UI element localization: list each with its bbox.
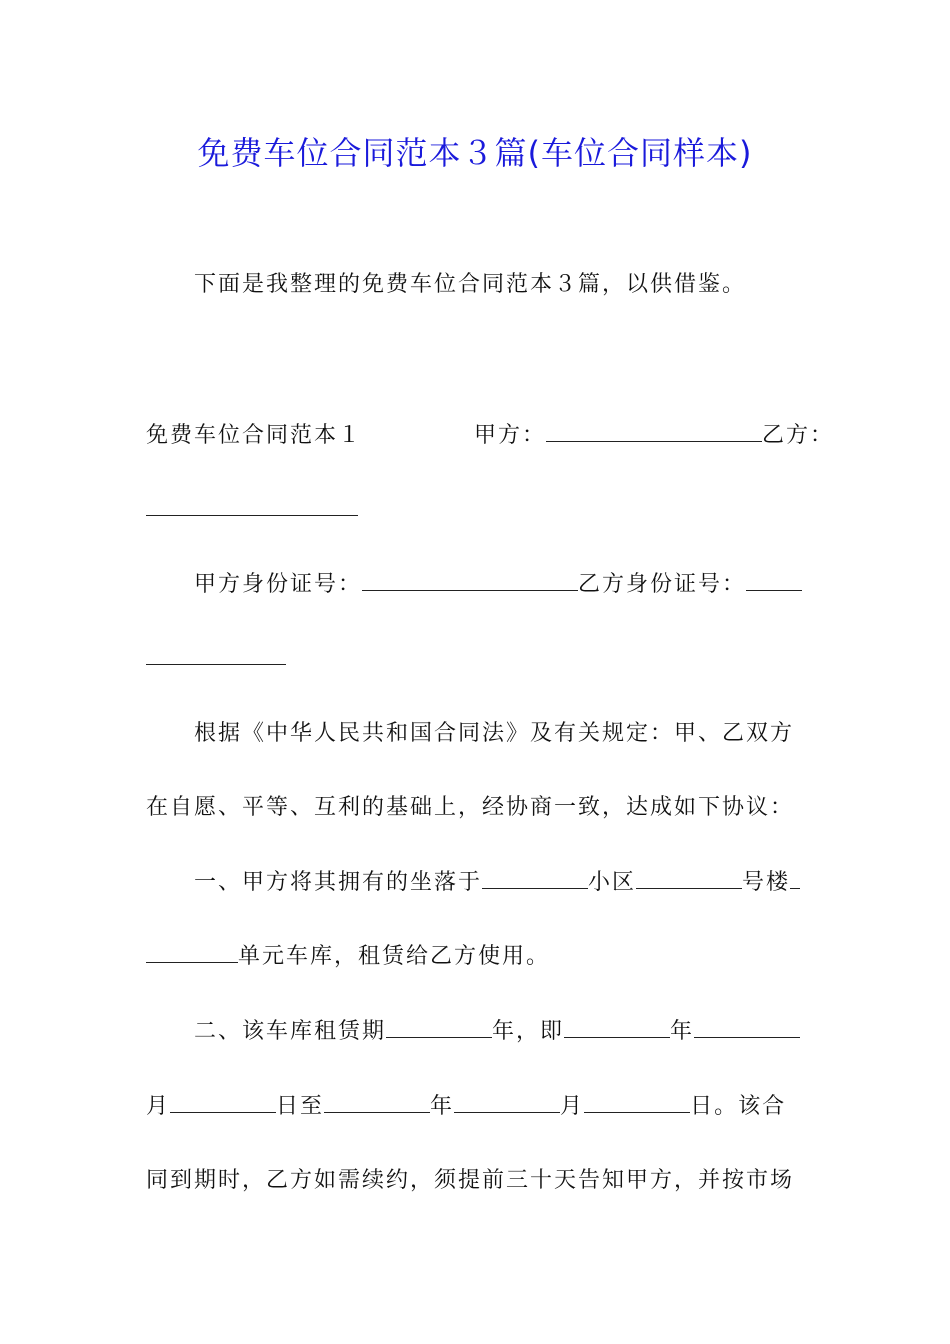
clause-1-prefix: 一、甲方将其拥有的坐落于 [194, 870, 483, 895]
parties-line [146, 421, 835, 451]
party-a-blank [546, 440, 762, 442]
month-label: 月 [146, 1094, 171, 1119]
term-years-blank [386, 1036, 492, 1038]
party-b-id-blank-cont [146, 663, 286, 665]
start-year-blank [564, 1036, 670, 1038]
end-day-blank [584, 1111, 690, 1113]
year-label: 年 [670, 1019, 695, 1044]
clause-2-tail: 日。该合 [690, 1094, 787, 1119]
clause-2-line-1 [194, 1017, 854, 1047]
party-a-id-blank [362, 589, 578, 591]
clause-1-line-1 [194, 868, 854, 898]
clause-1-end: 单元车库，租赁给乙方使用。 [238, 944, 551, 969]
party-b-id-label: 乙方身份证号： [578, 572, 747, 597]
clause-2-prefix: 二、该车库租赁期 [194, 1019, 387, 1044]
clause-1-line-2 [146, 942, 806, 972]
clause-2-line-2 [146, 1092, 806, 1122]
xiaoqu-label: 小区 [588, 870, 637, 895]
id-blank-line [146, 644, 806, 674]
party-a-id-label: 甲方身份证号： [194, 572, 363, 597]
clause-2-line-3: 同到期时，乙方如需续约，须提前三十天告知甲方，并按市场 [146, 1168, 795, 1193]
location-blank [482, 887, 588, 889]
unit-blank [146, 961, 238, 963]
end-year-blank [324, 1111, 430, 1113]
xiaoqu-blank [636, 887, 742, 889]
party-b-label: 乙方： [762, 423, 835, 448]
party-a-label: 甲方： [474, 423, 547, 448]
day-to-label: 日至 [276, 1094, 325, 1119]
start-month-blank [694, 1036, 800, 1038]
basis-line-2: 在自愿、平等、互利的基础上，经协商一致，达成如下协议： [146, 795, 795, 820]
intro-paragraph: 下面是我整理的免费车位合同范本３篇，以供借鉴。 [194, 272, 747, 297]
start-day-blank [170, 1111, 276, 1113]
id-line [194, 570, 854, 600]
building-label: 号楼 [742, 870, 791, 895]
party-b-id-blank [746, 589, 802, 591]
party-b-blank-line [146, 495, 806, 525]
year-ji-label: 年，即 [492, 1019, 565, 1044]
document-title: 免费车位合同范本３篇(车位合同样本) [197, 134, 753, 172]
end-year-label: 年 [430, 1094, 455, 1119]
basis-line-1: 根据《中华人民共和国合同法》及有关规定：甲、乙双方 [194, 721, 795, 746]
end-month-label: 月 [560, 1094, 585, 1119]
party-b-blank [146, 514, 358, 516]
section-heading: 免费车位合同范本１ [146, 423, 363, 448]
end-month-blank [454, 1111, 560, 1113]
building-blank [790, 887, 800, 889]
